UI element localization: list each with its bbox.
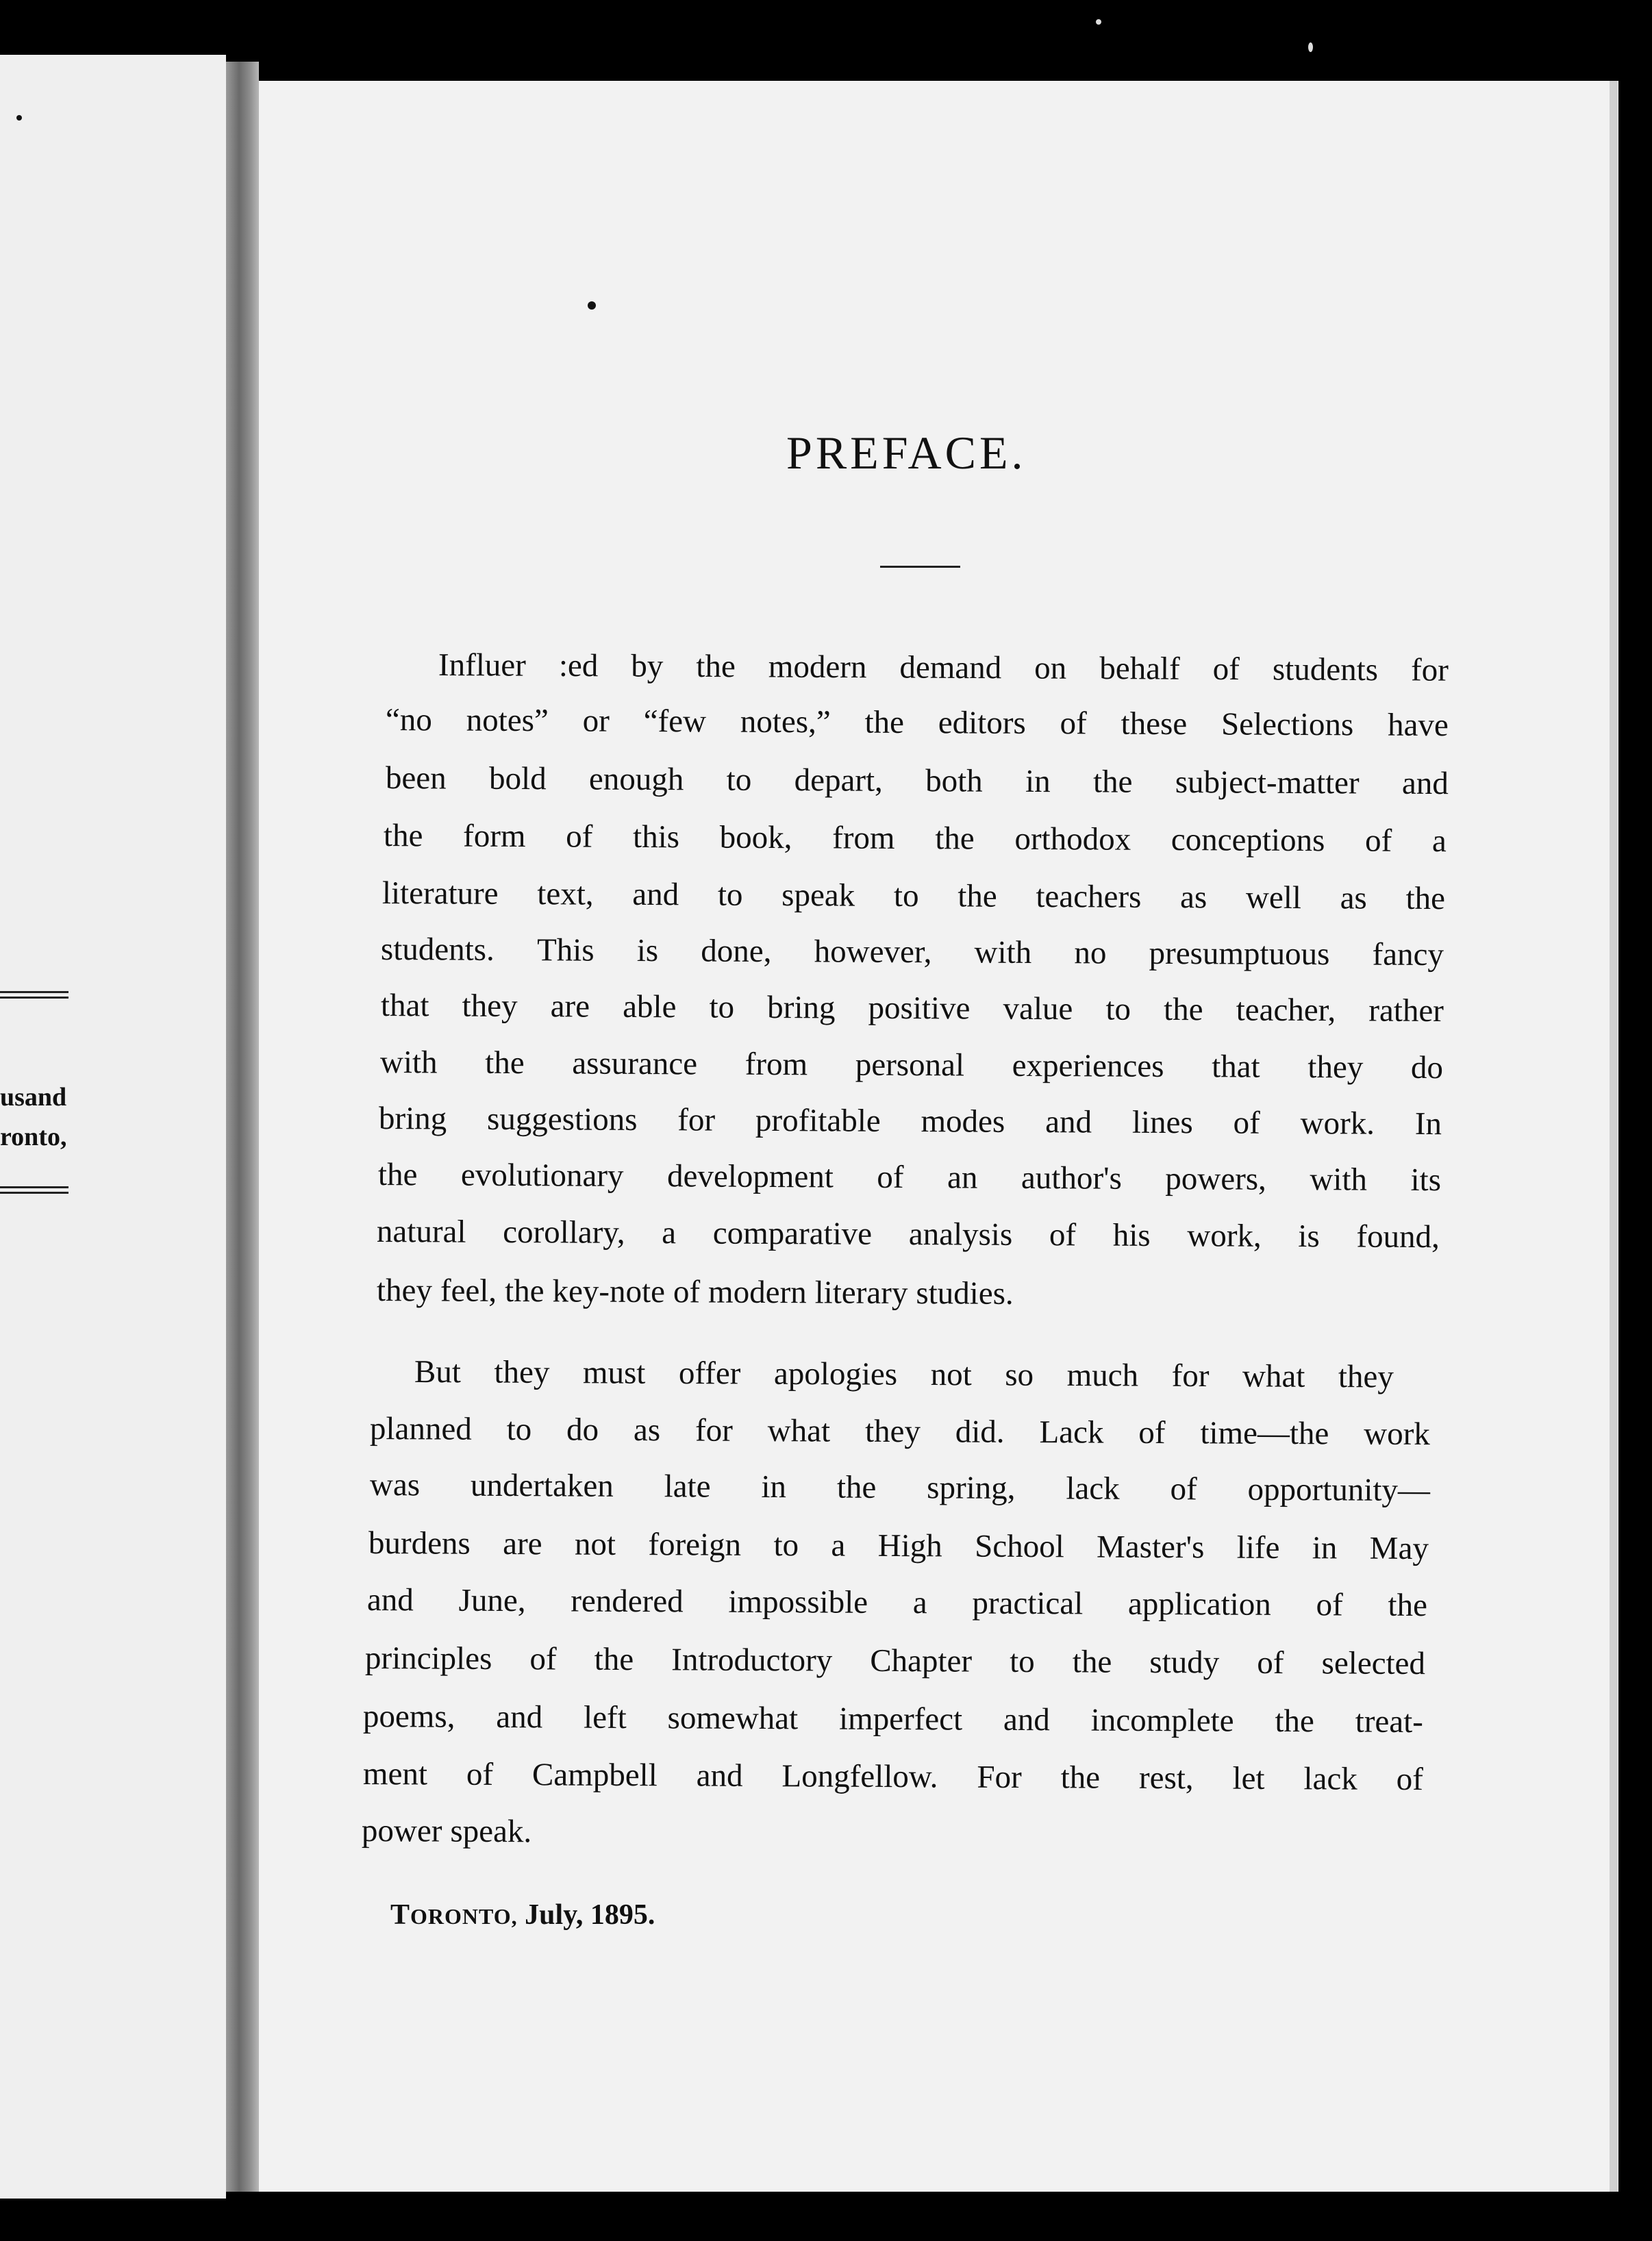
word: and [366,1582,414,1618]
word: “no [385,702,433,738]
word: incomplete [1090,1702,1234,1739]
ink-speck [1308,42,1313,52]
ink-speck [1096,19,1101,25]
word: value [1003,990,1073,1027]
word: in [761,1468,787,1505]
word: fancy [1372,936,1444,973]
word: work [1364,1416,1430,1453]
word: the [1072,1644,1112,1680]
text-line [386,701,1449,744]
word: of [1212,651,1240,688]
word: June, [458,1582,526,1619]
word: for [1410,652,1449,688]
word: did. [955,1414,1005,1450]
word: power [361,1813,442,1849]
word: Selections [1221,706,1354,743]
word: so [1005,1357,1034,1393]
word: modes [921,1103,1005,1140]
word: do [1410,1049,1444,1086]
word: must [582,1355,646,1391]
word: however, [814,934,932,971]
word: and [1003,1701,1050,1738]
word: work, [1187,1218,1262,1254]
text-line [363,1755,1423,1799]
word: development [666,1158,834,1195]
word: poems, [362,1699,455,1735]
word: are [550,988,590,1025]
word: rather [1368,992,1444,1029]
left-snippet-1: usand [0,1083,67,1112]
word: is [636,932,659,969]
word: Campbell [531,1757,658,1794]
word: both [925,763,983,799]
word: :ed [558,647,599,684]
word: this [632,818,680,855]
word: Influer [438,647,527,684]
word: the [935,821,975,857]
word: somewhat [667,1700,799,1737]
word: foreign [648,1527,742,1563]
word: assurance [572,1045,698,1082]
word: able [623,988,677,1025]
word: that [380,988,429,1024]
word: the [377,1157,418,1193]
word: with [974,934,1032,971]
word: modern [768,649,867,686]
word: well [1245,879,1302,916]
word: for [677,1102,716,1138]
word: they [376,1273,433,1309]
word: of [1396,1761,1424,1798]
text-line [381,986,1444,1030]
word: late [664,1468,711,1505]
word: a [1431,823,1447,860]
word: the [1060,1760,1101,1796]
word: treat- [1355,1703,1424,1740]
right-page-edge [1610,81,1618,2192]
word: the [958,878,997,914]
word: Chapter [870,1642,973,1679]
word: found, [1356,1218,1440,1255]
word: lines [1131,1104,1193,1141]
word: study [1149,1644,1220,1681]
word: depart, [794,762,883,799]
left-snippet-2: ronto, [0,1123,67,1151]
word: an [947,1160,978,1196]
word: the [1275,1703,1314,1740]
word: bring [767,989,836,1026]
word: In [1414,1105,1442,1142]
word: the [864,704,905,740]
word: key-note [552,1273,666,1310]
word: behalf [1099,651,1180,687]
word: of [566,818,593,855]
word: time—the [1200,1415,1329,1452]
word: offer [678,1355,741,1392]
word: presumptuous [1149,935,1330,973]
word: of [1138,1414,1166,1451]
word: of [466,1756,494,1792]
text-line [378,1155,1441,1199]
word: in [1025,763,1051,800]
word: to [506,1412,532,1448]
word: powers, [1165,1161,1267,1197]
word: bold [488,760,547,797]
word: what [1242,1358,1305,1394]
word: literature [381,875,499,912]
word: enough [588,761,684,798]
text-line [379,1099,1442,1143]
word: what [767,1413,831,1449]
text-line [368,1524,1429,1568]
word: speak. [450,1813,532,1850]
word: and [632,876,679,913]
word: for [1171,1357,1210,1394]
word: profitable [755,1102,881,1139]
left-page-fragment [0,55,226,2199]
word: teachers [1036,878,1142,915]
word: and [1401,765,1449,802]
word: modern [708,1274,807,1311]
word: is [1298,1218,1320,1255]
left-double-rule-bottom [0,1186,68,1194]
word: notes” [466,702,549,739]
word: Longfellow. [781,1758,938,1795]
word: as [633,1412,661,1449]
word: studies. [916,1275,1014,1312]
word: practical [972,1585,1084,1622]
word: to [1105,991,1131,1027]
word: Lack [1039,1414,1104,1451]
word: rendered [571,1583,684,1620]
word: students. [380,931,495,968]
word: burdens [368,1525,471,1562]
word: the [504,1273,545,1310]
word: and [696,1757,743,1794]
page-title: PREFACE. [786,427,1027,479]
word: selected [1321,1645,1426,1682]
word: notes,” [740,703,831,740]
signature-date: July, 1895. [525,1899,655,1931]
word: the [383,818,423,854]
word: they [1307,1049,1364,1086]
word: on [1034,650,1067,686]
text-line [384,816,1447,860]
text-line [370,1466,1430,1510]
word: done, [701,933,772,969]
word: the [836,1469,877,1505]
word: “few [643,703,707,740]
word: analysis [908,1216,1013,1253]
word: of [1364,823,1392,859]
text-line [377,1271,1014,1313]
word: evolutionary [460,1157,624,1194]
word: lack [1303,1761,1357,1797]
word: teacher, [1236,992,1336,1029]
word: left [583,1699,627,1736]
text-line [367,1581,1427,1625]
word: no [1074,935,1107,971]
word: positive [868,990,971,1027]
book-gutter [226,62,259,2192]
word: of [529,1641,557,1677]
word: they [1338,1359,1394,1395]
ink-speck [16,115,22,121]
word: suggestions [486,1101,638,1138]
word: for [694,1412,734,1449]
word: form [463,818,526,855]
word: experiences [1012,1047,1164,1084]
word: application [1127,1586,1271,1623]
word: comparative [712,1215,873,1252]
word: lack [1066,1470,1120,1507]
word: opportunity— [1247,1471,1431,1509]
text-line [382,874,1445,918]
word: Master's [1096,1529,1205,1566]
word: But [414,1354,462,1390]
word: was [369,1467,421,1503]
word: from [832,820,895,856]
word: School [975,1528,1064,1565]
word: and [1045,1104,1092,1140]
word: ment [362,1756,428,1792]
text-line [386,759,1449,803]
word: a [662,1215,677,1251]
word: apologies [773,1355,898,1392]
signature-line [390,1899,655,1931]
word: the [1092,764,1133,800]
text-line [365,1639,1425,1683]
word: the [1405,880,1446,917]
word: a [912,1585,927,1621]
word: they [864,1413,921,1450]
word: with [1310,1162,1368,1198]
title-rule [880,566,960,568]
word: with [379,1044,438,1081]
word: do [566,1412,599,1448]
word: personal [855,1047,965,1084]
word: much [1066,1357,1139,1394]
word: to [773,1527,799,1564]
word: imperfect [838,1701,963,1738]
word: For [977,1759,1022,1796]
word: by [631,648,664,684]
word: demand [899,649,1002,686]
word: impossible [728,1583,868,1620]
word: to [709,989,735,1025]
word: subject-matter [1175,764,1360,801]
word: of [1233,1105,1260,1141]
word: High [877,1527,942,1564]
word: or [582,703,610,739]
word: that [1212,1049,1260,1085]
word: a [831,1527,846,1564]
word: these [1121,705,1188,742]
word: have [1387,707,1449,744]
word: to [1010,1643,1035,1680]
word: of [877,1159,904,1196]
word: and [496,1699,543,1736]
word: been [385,760,447,797]
text-line [370,1410,1430,1453]
word: the [1388,1587,1428,1624]
word: to [893,877,919,914]
word: May [1369,1530,1429,1567]
word: natural [376,1214,466,1250]
word: to [726,762,752,798]
word: of [1049,1217,1077,1253]
text-line [362,1812,532,1851]
word: Introductory [671,1642,833,1679]
word: as [1179,879,1207,916]
word: not [930,1356,972,1393]
word: the [594,1641,634,1678]
word: rest, [1138,1760,1194,1796]
text-line [363,1697,1423,1741]
word: text, [537,876,594,912]
text-line [377,1212,1440,1256]
text-line [380,1043,1443,1087]
word: of [1257,1644,1284,1681]
signature-place: TORONTO, [390,1899,518,1931]
word: undertaken [470,1467,614,1504]
word: are [503,1526,542,1562]
left-double-rule-top [0,991,68,999]
word: as [1340,880,1367,916]
word: the [1163,991,1203,1028]
word: the [696,648,736,685]
word: literary [814,1275,908,1312]
word: feel, [440,1273,497,1309]
ink-speck [588,301,596,310]
word: spring, [927,1470,1016,1506]
word: students [1272,651,1379,688]
word: of [1060,705,1087,742]
word: the [485,1044,525,1081]
word: not [574,1526,616,1562]
word: author's [1021,1160,1122,1197]
word: of [673,1274,701,1310]
word: editors [938,705,1026,741]
word: work. [1300,1105,1375,1142]
word: This [536,932,595,968]
word: speak [781,877,855,914]
word: of [1316,1587,1343,1623]
word: from [744,1046,808,1083]
word: let [1232,1760,1265,1796]
word: they [462,988,518,1025]
word: life [1236,1529,1280,1566]
text-line [414,1353,1394,1396]
word: his [1112,1217,1151,1253]
word: principles [364,1640,492,1677]
word: conceptions [1171,822,1325,859]
word: planned [369,1411,472,1447]
word: orthodox [1014,821,1131,857]
word: book, [719,819,792,856]
text-line [438,646,1449,690]
word: its [1410,1162,1442,1199]
text-line [381,930,1444,974]
word: bring [378,1101,447,1137]
word: to [717,877,743,913]
word: corollary, [503,1214,625,1251]
word: in [1312,1530,1338,1566]
word: of [1170,1471,1197,1507]
word: they [494,1354,550,1391]
